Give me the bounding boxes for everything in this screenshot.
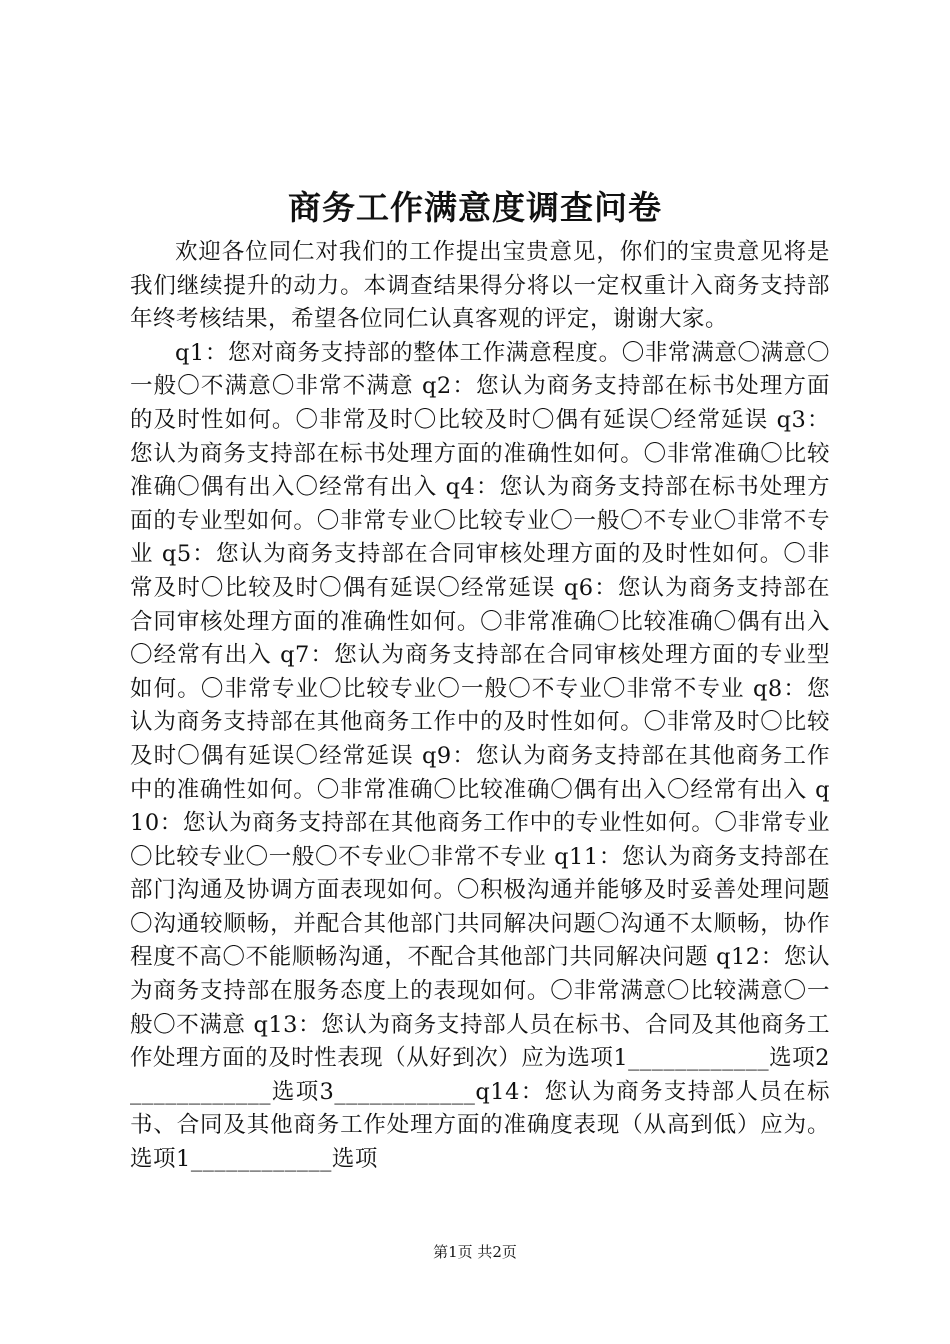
document-body [130,236,830,1177]
questions-paragraph: q1：您对商务支持部的整体工作满意程度。〇非常满意〇满意〇一般〇不满意〇非常不满意 q2：您认为商务支持部在标书处理方面的及时性如何。〇非常及时〇比较及时〇偶有延误〇经常延误 q3：您认为商务支持部在标书处理方面的准确性如何。〇非常准确〇比较准确〇偶有出入〇经常有出入 q4：您认为商务支持部在标书处理方面的专业型如何。〇非常专业〇比较专业〇一般〇不专业〇非常不专业 q5：您认为商务支持部在合同审核处理方面的及时性如何。〇非常及时〇比较及时〇偶有延误〇经常延误 q6：您认为商务支持部在合同审核处理方面的准确性如何。〇非常准确〇比较准确〇偶有出入〇经常有出入 q7：您认为商务支持部在合同审核处理方面的专业型如何。〇非常专业〇比较专业〇一般〇不专业〇非常不专业 q8：您认为商务支持部在其他商务工作中的及时性如何。〇非常及时〇比较及时〇偶有延误〇经常延误 q9：您认为商务支持部在其他商务工作中的准确性如何。〇非常准确〇比较准确〇偶有出入〇经常有出入 q10：您认为商务支持部在其他商务工作中的专业性如何。〇非常专业〇比较专业〇一般〇不专业〇非常不专业 q11：您认为商务支持部在部门沟通及协调方面表现如何。〇积极沟通并能够及时妥善处理问题〇沟通较顺畅，并配合其他部门共同解决问题〇沟通不太顺畅，协作程度不高〇不能顺畅沟通，不配合其他部门共同解决问题 q12：您认为商务支持部在服务态度上的表现如何。〇非常满意〇比较满意〇一般〇不满意 q13：您认为商务支持部人员在标书、合同及其他商务工作处理方面的及时性表现（从好到次）应为选项1____________选项2____________选项3____________q14：您认为商务支持部人员在标书、合同及其他商务工作处理方面的准确度表现（从高到低）应为。选项1____________选项 [130,339,830,1173]
document-title: 商务工作满意度调查问卷 [288,188,662,227]
page-footer: 第1页 共2页 [433,1243,517,1261]
intro-paragraph: 欢迎各位同仁对我们的工作提出宝贵意见，你们的宝贵意见将是我们继续提升的动力。本调查结果得分将以一定权重计入商务支持部年终考核结果，希望各位同仁认真客观的评定，谢谢大家。 [130,239,830,333]
